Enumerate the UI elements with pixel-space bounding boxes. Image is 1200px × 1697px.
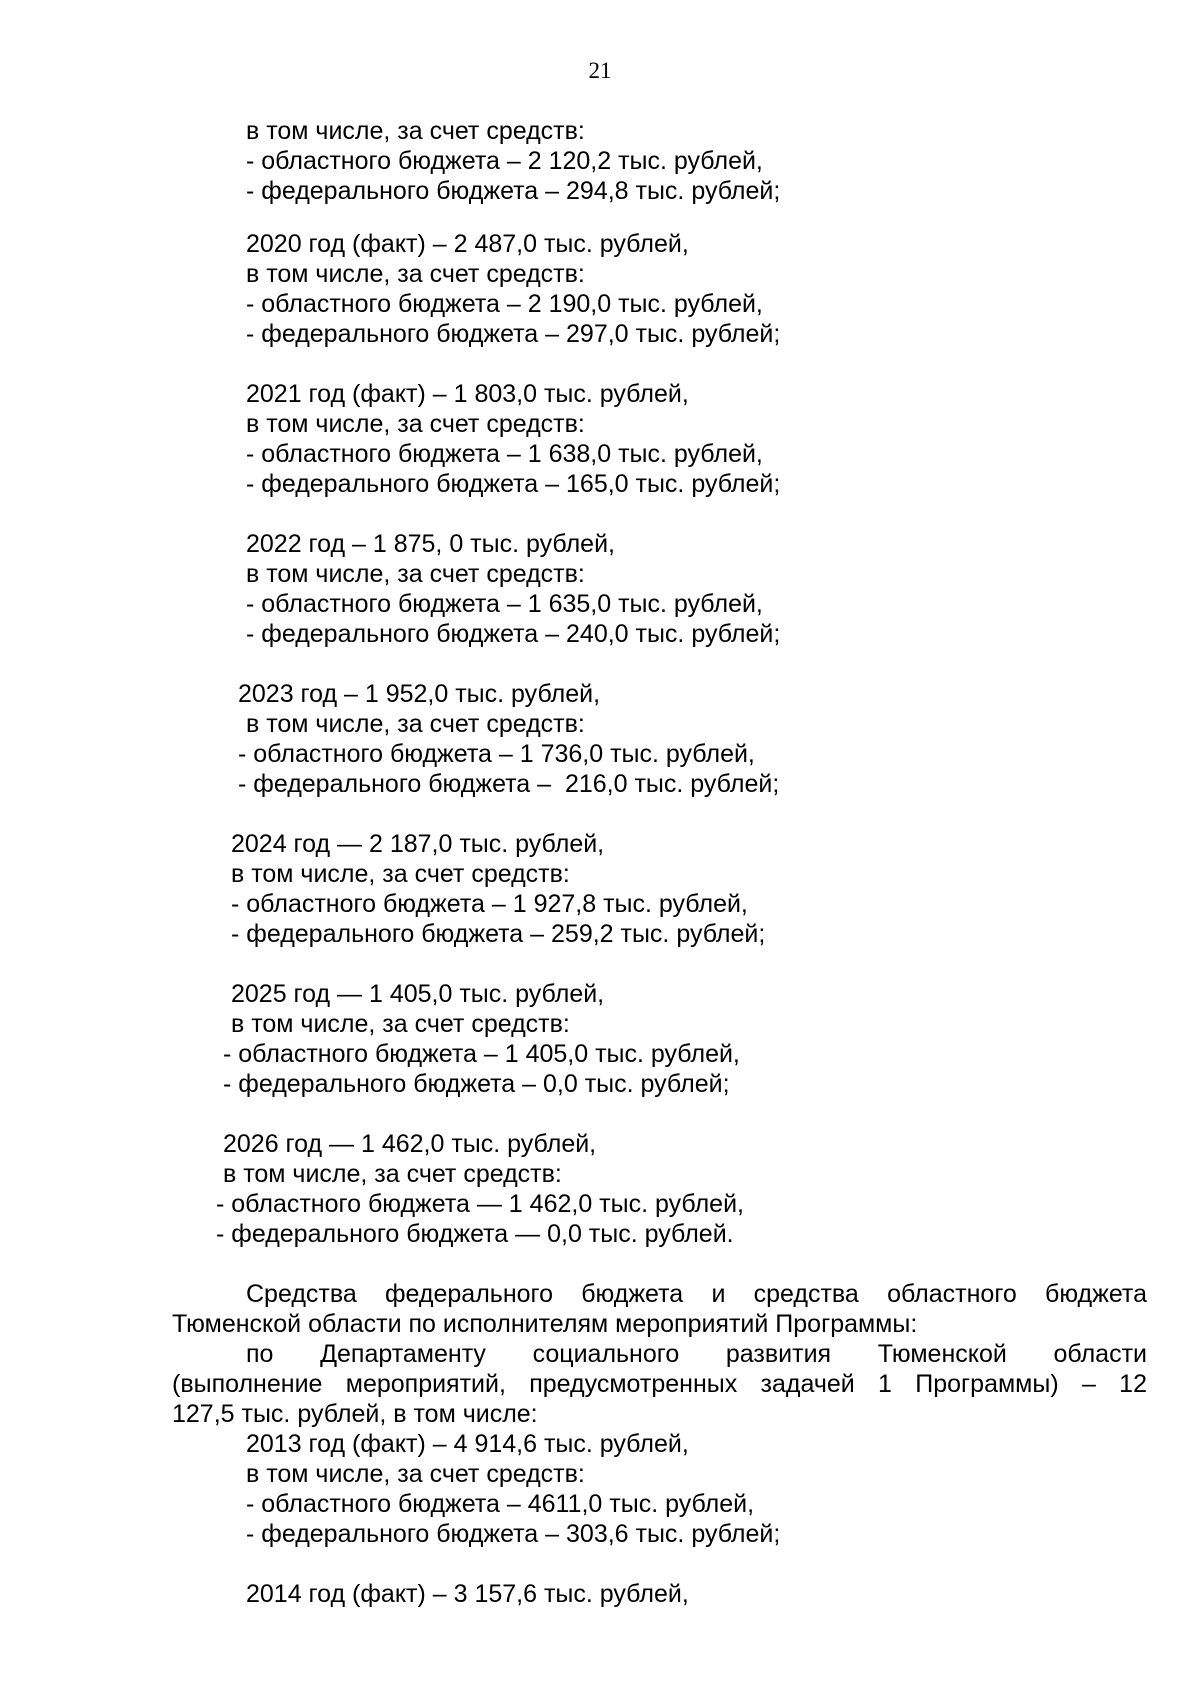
text-line: - областного бюджета — 1 462,0 тыс. рублей, xyxy=(216,1190,744,1218)
text-line: в том числе, за счет средств: xyxy=(246,560,585,588)
text-line: - областного бюджета – 1 638,0 тыс. рублей, xyxy=(246,440,763,468)
paragraph-department xyxy=(172,1339,1147,1429)
text-line: в том числе, за счет средств: xyxy=(246,260,585,288)
paragraph-line: по Департаменту социального развития Тюменской области xyxy=(246,1340,1147,1368)
text-line: - федерального бюджета – 216,0 тыс. рублей; xyxy=(238,770,780,798)
text-line: - федерального бюджета – 259,2 тыс. рублей; xyxy=(231,920,766,948)
text-line: - областного бюджета – 4611,0 тыс. рублей, xyxy=(246,1490,755,1518)
text-line: - областного бюджета – 2 190,0 тыс. рублей, xyxy=(246,290,763,318)
text-line: - федерального бюджета – 0,0 тыс. рублей; xyxy=(223,1070,730,1098)
paragraph-funds xyxy=(172,1279,1147,1339)
text-line: - областного бюджета – 2 120,2 тыс. рублей, xyxy=(246,147,763,175)
year-heading: 2020 год (факт) – 2 487,0 тыс. рублей, xyxy=(246,230,689,258)
text-line: - федерального бюджета – 294,8 тыс. рублей; xyxy=(246,177,781,205)
paragraph-line: Средства федерального бюджета и средства областного бюджета xyxy=(246,1280,1147,1308)
year-heading: 2023 год – 1 952,0 тыс. рублей, xyxy=(238,680,601,708)
text-line: - федерального бюджета – 165,0 тыс. рублей; xyxy=(246,470,781,498)
year-heading: 2013 год (факт) – 4 914,6 тыс. рублей, xyxy=(246,1430,689,1458)
text-line: в том числе, за счет средств: xyxy=(246,710,585,738)
text-line: - областного бюджета – 1 736,0 тыс. рублей, xyxy=(238,740,755,768)
text-line: в том числе, за счет средств: xyxy=(246,117,585,145)
year-heading: 2022 год – 1 875, 0 тыс. рублей, xyxy=(246,530,615,558)
year-heading: 2026 год — 1 462,0 тыс. рублей, xyxy=(223,1130,597,1158)
text-line: - областного бюджета – 1 405,0 тыс. рублей, xyxy=(223,1040,740,1068)
text-line: - федерального бюджета – 303,6 тыс. рублей; xyxy=(246,1520,781,1548)
year-heading: 2024 год — 2 187,0 тыс. рублей, xyxy=(231,830,605,858)
text-line: - федерального бюджета – 297,0 тыс. рублей; xyxy=(246,320,781,348)
text-line: в том числе, за счет средств: xyxy=(246,410,585,438)
year-heading: 2014 год (факт) – 3 157,6 тыс. рублей, xyxy=(246,1580,689,1608)
text-line: - областного бюджета – 1 635,0 тыс. рублей, xyxy=(246,590,763,618)
text-line: в том числе, за счет средств: xyxy=(231,1010,570,1038)
paragraph-line: (выполнение мероприятий, предусмотренных задачей 1 Программы) – 12 xyxy=(172,1370,1147,1398)
text-line: - областного бюджета – 1 927,8 тыс. рублей, xyxy=(231,890,748,918)
paragraph-line: Тюменской области по исполнителям мероприятий Программы: xyxy=(172,1310,918,1338)
paragraph-line: 127,5 тыс. рублей, в том числе: xyxy=(172,1400,538,1428)
text-line: - федерального бюджета – 240,0 тыс. рублей; xyxy=(246,620,781,648)
year-heading: 2025 год — 1 405,0 тыс. рублей, xyxy=(231,980,605,1008)
year-heading: 2021 год (факт) – 1 803,0 тыс. рублей, xyxy=(246,380,689,408)
page-number: 21 xyxy=(588,58,612,83)
text-line: - федерального бюджета — 0,0 тыс. рублей. xyxy=(216,1220,734,1248)
text-line: в том числе, за счет средств: xyxy=(223,1160,562,1188)
text-line: в том числе, за счет средств: xyxy=(231,860,570,888)
text-line: в том числе, за счет средств: xyxy=(246,1460,585,1488)
